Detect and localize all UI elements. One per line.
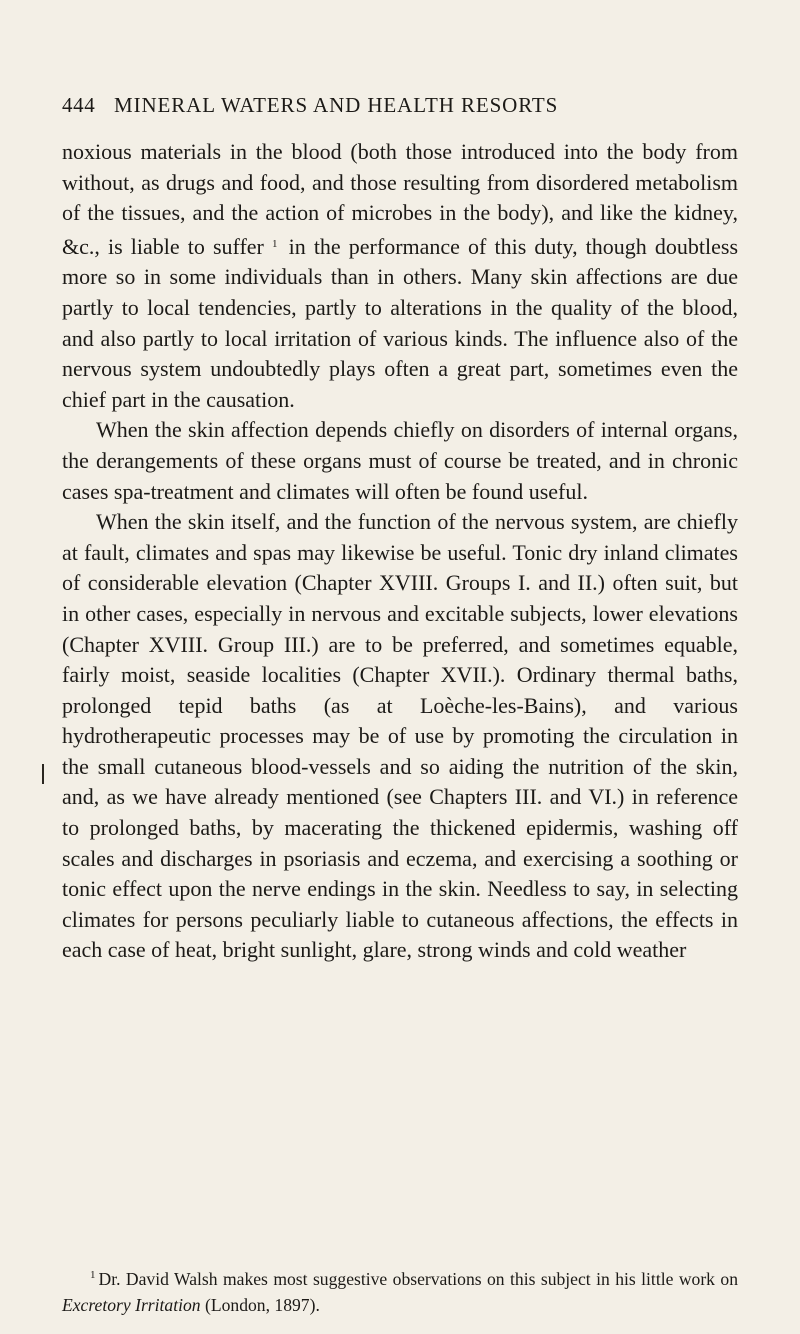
footnote-text-before: Dr. David Walsh makes most suggestive observations on this subject in his little work on: [98, 1269, 738, 1289]
margin-mark: [42, 764, 44, 784]
footnote-cited-title: Excretory Irritation: [62, 1294, 201, 1315]
book-page: [62, 0, 738, 1334]
running-head: [62, 93, 738, 123]
body-text: [62, 137, 738, 966]
paragraph-2: When the skin affection depends chiefly on disorders of internal organs, the derangements of these organs must of course be treated, and in chronic cases spa-treatment and climates will often be found useful.: [62, 417, 738, 504]
paragraph-1-before: noxious materials in the blood (both those introduced into the body from without, as drugs and food, and those resulting from disordered metabolism of the tissues, and the action of microbes in the body), and like the kidney, &c., is liable to suffer: [62, 139, 738, 259]
paragraph-3: When the skin itself, and the function of the nervous system, are chiefly at fault, climates and spas may likewise be useful. Tonic dry inland climates of considerable elevation (Chapter XVIII. Groups I. and II.) often suit, but in other cases, especially in nervous and excitable subjects, lower elevations (Chapter XVIII. Group III.) are to be preferred, and sometimes equable, fairly moist, seaside localities (Chapter XVII.). Ordinary thermal baths, prolonged tepid baths (as at Loèche-les-Bains), and various hydrotherapeutic processes may be of use by promoting the circulation in the small cutaneous blood-vessels and so aiding the nutrition of the skin, and, as we have already mentioned (see Chapters III. and VI.) in reference to prolonged baths, by macerating the thickened epidermis, washing off scales and discharges in psoriasis and eczema, and exercising a soothing or tonic effect upon the nerve endings in the skin. Needless to say, in selecting climates for persons peculiarly liable to cutaneous affections, the effects in each case of heat, bright sunlight, glare, strong winds and cold weather: [62, 509, 738, 963]
footnote-reference: 1: [271, 237, 278, 250]
footnote: [62, 1263, 738, 1318]
running-title: MINERAL WATERS AND HEALTH RESORTS: [114, 93, 559, 117]
paragraph-1-after: in the performance of this duty, though doubtless more so in some individuals than in others. Many skin affections are due partly to local tendencies, partly to alterations in the quality of the blood, and also partly to local irritation of various kinds. The influence also of the nervous system undoubtedly plays often a great part, sometimes even the chief part in the causation.: [62, 233, 739, 412]
footnote-marker: 1: [90, 1269, 96, 1281]
paragraph-1: [62, 137, 738, 415]
page-number: 444: [62, 93, 96, 117]
footnote-text-after: (London, 1897).: [205, 1294, 320, 1315]
